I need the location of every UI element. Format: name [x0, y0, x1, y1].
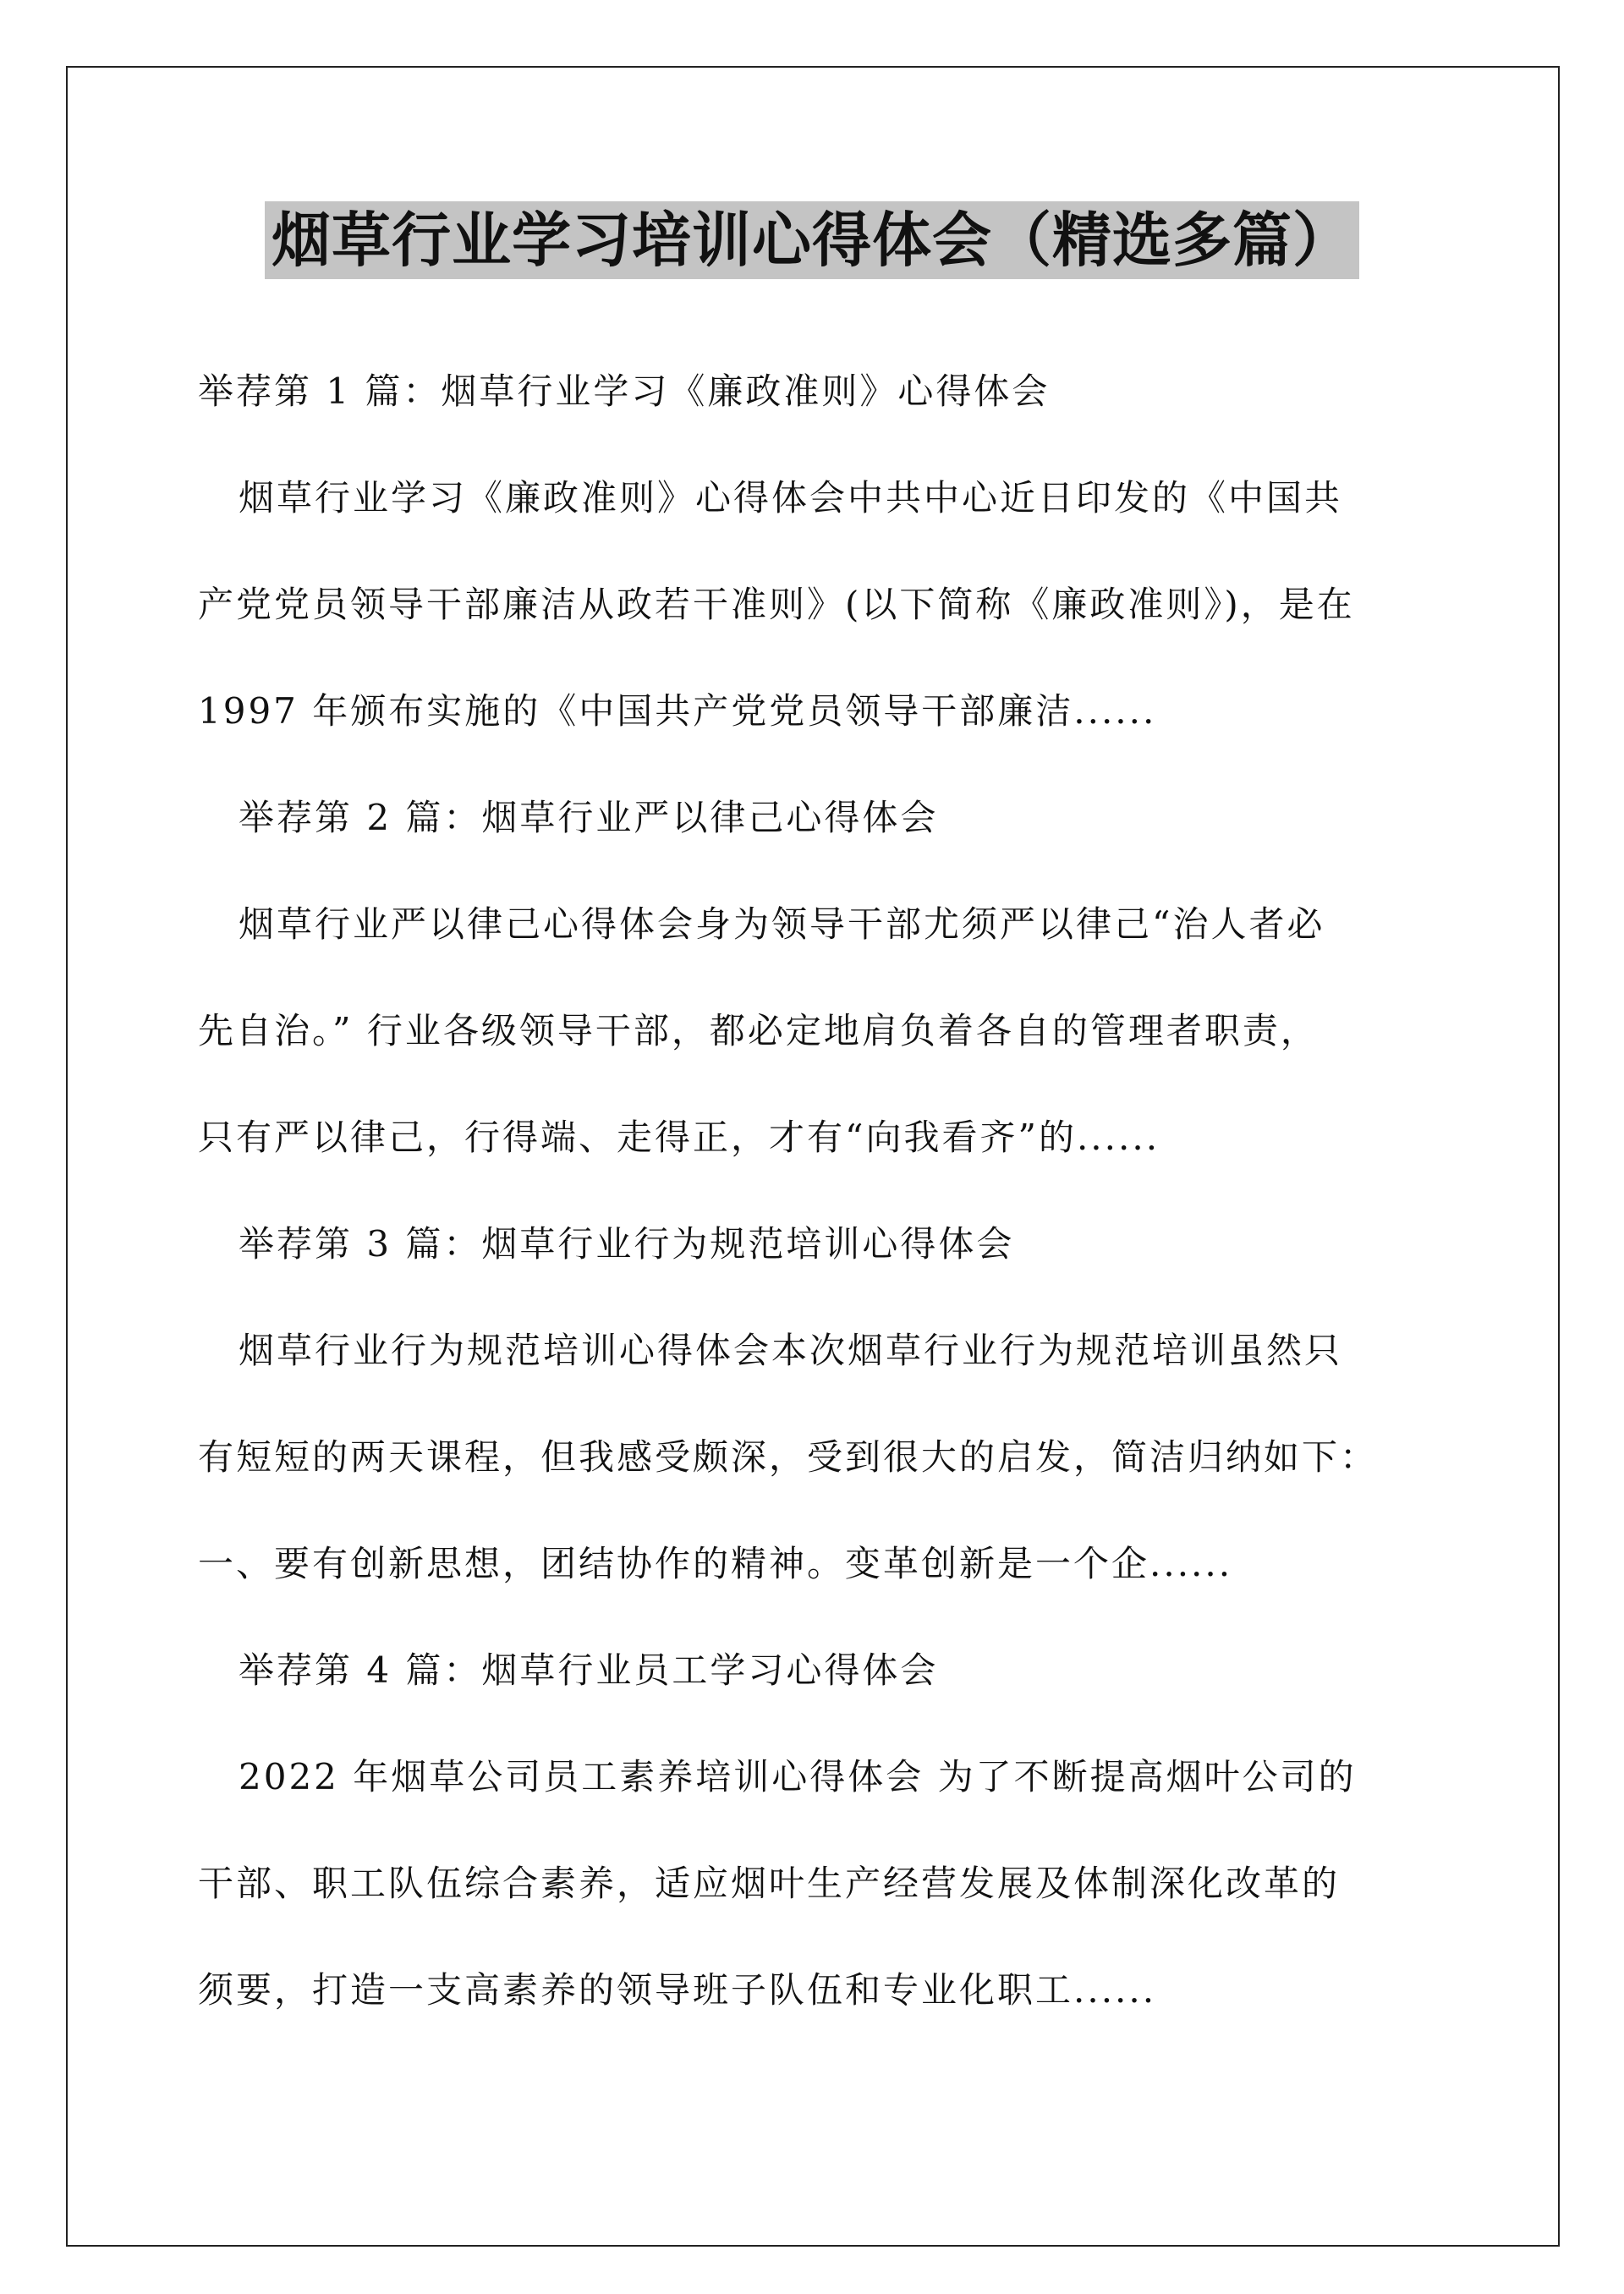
paragraph-line: 一、要有创新思想，团结协作的精神。变革创新是一个企......: [198, 1543, 1233, 1584]
paragraph-line: 2022 年烟草公司员工素养培训心得体会 为了不断提高烟叶公司的: [239, 1756, 1357, 1797]
title-container: [0, 201, 1624, 279]
recommend-heading-4: 举荐第 4 篇：烟草行业员工学习心得体会: [239, 1649, 939, 1691]
paragraph-line: 烟草行业严以律己心得体会身为领导干部尤须严以律己“治人者必: [239, 903, 1325, 945]
document-title: 烟草行业学习培训心得体会（精选多篇）: [265, 201, 1359, 279]
recommend-heading-1: 举荐第 1 篇：烟草行业学习《廉政准则》心得体会: [198, 370, 1051, 412]
paragraph-line: 产党党员领导干部廉洁从政若干准则》(以下简称《廉政准则》)，是在: [198, 584, 1355, 625]
paragraph-line: 1997 年颁布实施的《中国共产党党员领导干部廉洁......: [198, 690, 1157, 732]
paragraph-line: 须要，打造一支高素养的领导班子队伍和专业化职工......: [198, 1969, 1157, 2011]
paragraph-line: 干部、职工队伍综合素养，适应烟叶生产经营发展及体制深化改革的: [198, 1863, 1341, 1904]
paragraph-line: 先自治。” 行业各级领导干部，都必定地肩负着各自的管理者职责，: [198, 1010, 1319, 1051]
document-body: [198, 338, 1433, 2044]
recommend-heading-2: 举荐第 2 篇：烟草行业严以律己心得体会: [239, 797, 939, 838]
paragraph-line: 有短短的两天课程，但我感受颇深，受到很大的启发，简洁归纳如下：: [198, 1436, 1379, 1478]
paragraph-line: 烟草行业学习《廉政准则》心得体会中共中心近日印发的《中国共: [239, 477, 1343, 519]
paragraph-line: 烟草行业行为规范培训心得体会本次烟草行业行为规范培训虽然只: [239, 1330, 1343, 1371]
recommend-heading-3: 举荐第 3 篇：烟草行业行为规范培训心得体会: [239, 1223, 1015, 1265]
paragraph-line: 只有严以律己，行得端、走得正，才有“向我看齐”的......: [198, 1117, 1160, 1158]
